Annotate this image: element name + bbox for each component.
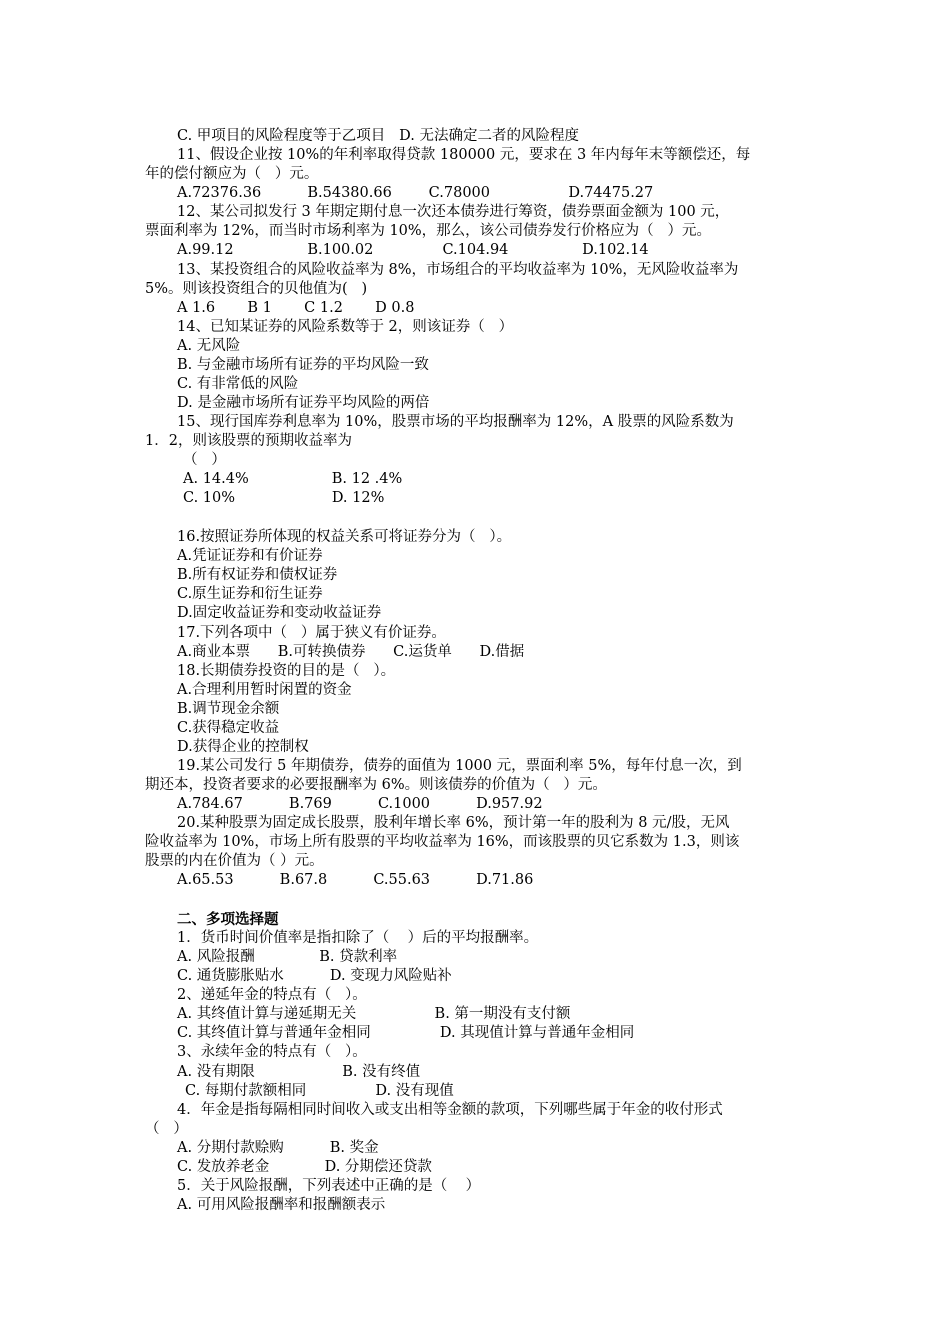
text-line: A. 分期付款赊购 B. 奖金	[177, 1140, 379, 1156]
text-line: 票面利率为 12%，而当时市场利率为 10%，那么，该公司债券发行价格应为（ ）元。	[145, 223, 711, 239]
text-line: C. 通货膨胀贴水 D. 变现力风险贴补	[177, 968, 452, 984]
text-line: C. 其终值计算与普通年金相同 D. 其现值计算与普通年金相同	[177, 1025, 635, 1041]
text-line: A. 没有期限 B. 没有终值	[177, 1064, 421, 1080]
text-line: A.99.12 B.100.02 C.104.94 D.102.14	[177, 242, 649, 258]
text-line: A 1.6 B 1 C 1.2 D 0.8	[177, 300, 415, 316]
section-heading: 二、多项选择题	[177, 911, 279, 928]
text-line: 18.长期债券投资的目的是（ ）。	[177, 663, 396, 679]
text-line: 5%。则该投资组合的贝他值为( )	[145, 281, 368, 297]
text-line: 1．2，则该股票的预期收益率为	[145, 433, 352, 449]
text-line: B.所有权证券和债权证券	[177, 567, 338, 583]
text-line: 险收益率为 10%，市场上所有股票的平均收益率为 16%，而该股票的贝它系数为 1.3，则该	[145, 834, 740, 850]
text-line: C. 甲项目的风险程度等于乙项目 D. 无法确定二者的风险程度	[177, 128, 579, 144]
text-line: A. 无风险	[177, 338, 241, 354]
text-line: C.获得稳定收益	[177, 720, 280, 736]
text-line: （ ）	[183, 452, 226, 468]
text-line: 16.按照证券所体现的权益关系可将证券分为（ ）。	[177, 529, 512, 545]
text-line: A.72376.36 B.54380.66 C.78000 D.74475.27	[177, 185, 654, 201]
text-line: D. 是金融市场所有证券平均风险的两倍	[177, 395, 430, 411]
text-line: 股票的内在价值为（ ）元。	[145, 853, 324, 869]
text-line: 1．货币时间价值率是指扣除了（ ）后的平均报酬率。	[177, 930, 539, 946]
text-line: C. 每期付款额相同 D. 没有现值	[185, 1083, 454, 1099]
text-line: A. 可用风险报酬率和报酬额表示	[177, 1197, 386, 1213]
text-line: 11、假设企业按 10%的年利率取得贷款 180000 元，要求在 3 年内每年末等额偿还，每	[177, 147, 751, 163]
text-line: D.获得企业的控制权	[177, 739, 309, 755]
text-line: A. 其终值计算与递延期无关 B. 第一期没有支付额	[177, 1006, 571, 1022]
text-line: A.商业本票 B.可转换债券 C.运货单 D.借据	[177, 644, 525, 660]
text-line: 12、某公司拟发行 3 年期定期付息一次还本债券进行筹资，债券票面金额为 100 元，	[177, 204, 730, 220]
text-line: A.784.67 B.769 C.1000 D.957.92	[177, 796, 543, 812]
text-line: C. 发放养老金 D. 分期偿还贷款	[177, 1159, 432, 1175]
text-line: 年的偿付额应为（ ）元。	[145, 166, 319, 182]
text-line: 2、递延年金的特点有（ ）。	[177, 987, 367, 1003]
text-line: A.65.53 B.67.8 C.55.63 D.71.86	[177, 872, 534, 888]
text-line: 期还本，投资者要求的必要报酬率为 6%。则该债券的价值为（ ）元。	[145, 777, 607, 793]
text-line: C. 有非常低的风险	[177, 376, 299, 392]
text-line: B.调节现金余额	[177, 701, 280, 717]
text-line: B. 与金融市场所有证券的平均风险一致	[177, 357, 429, 373]
text-line: 4．年金是指每隔相同时间收入或支出相等金额的款项，下列哪些属于年金的收付形式	[177, 1102, 723, 1118]
text-line: 20.某种股票为固定成长股票，股利年增长率 6%，预计第一年的股利为 8 元/股，无风	[177, 815, 730, 831]
text-line: 3、永续年金的特点有（ ）。	[177, 1044, 367, 1060]
text-line: （ ）	[145, 1121, 188, 1137]
text-line: 13、某投资组合的风险收益率为 8%，市场组合的平均收益率为 10%，无风险收益率为	[177, 262, 739, 278]
text-line: 19.某公司发行 5 年期债券，债券的面值为 1000 元，票面利率 5%，每年付息一次，到	[177, 758, 742, 774]
text-line: D.固定收益证券和变动收益证券	[177, 605, 382, 621]
text-line: A. 14.4% B. 12 .4%	[183, 471, 403, 487]
text-line: C. 10% D. 12%	[183, 490, 385, 506]
text-line: 17.下列各项中（ ）属于狭义有价证券。	[177, 625, 446, 641]
text-line: A.凭证证券和有价证券	[177, 548, 323, 564]
text-line: A.合理利用暂时闲置的资金	[177, 682, 352, 698]
text-line: A. 风险报酬 B. 贷款利率	[177, 949, 398, 965]
text-line: C.原生证券和衍生证券	[177, 586, 323, 602]
text-line: 5．关于风险报酬，下列表述中正确的是（ ）	[177, 1178, 481, 1194]
text-line: 14、已知某证券的风险系数等于 2，则该证券（ ）	[177, 319, 514, 335]
text-line: 15、现行国库券利息率为 10%，股票市场的平均报酬率为 12%，A 股票的风险系数为	[177, 414, 734, 430]
